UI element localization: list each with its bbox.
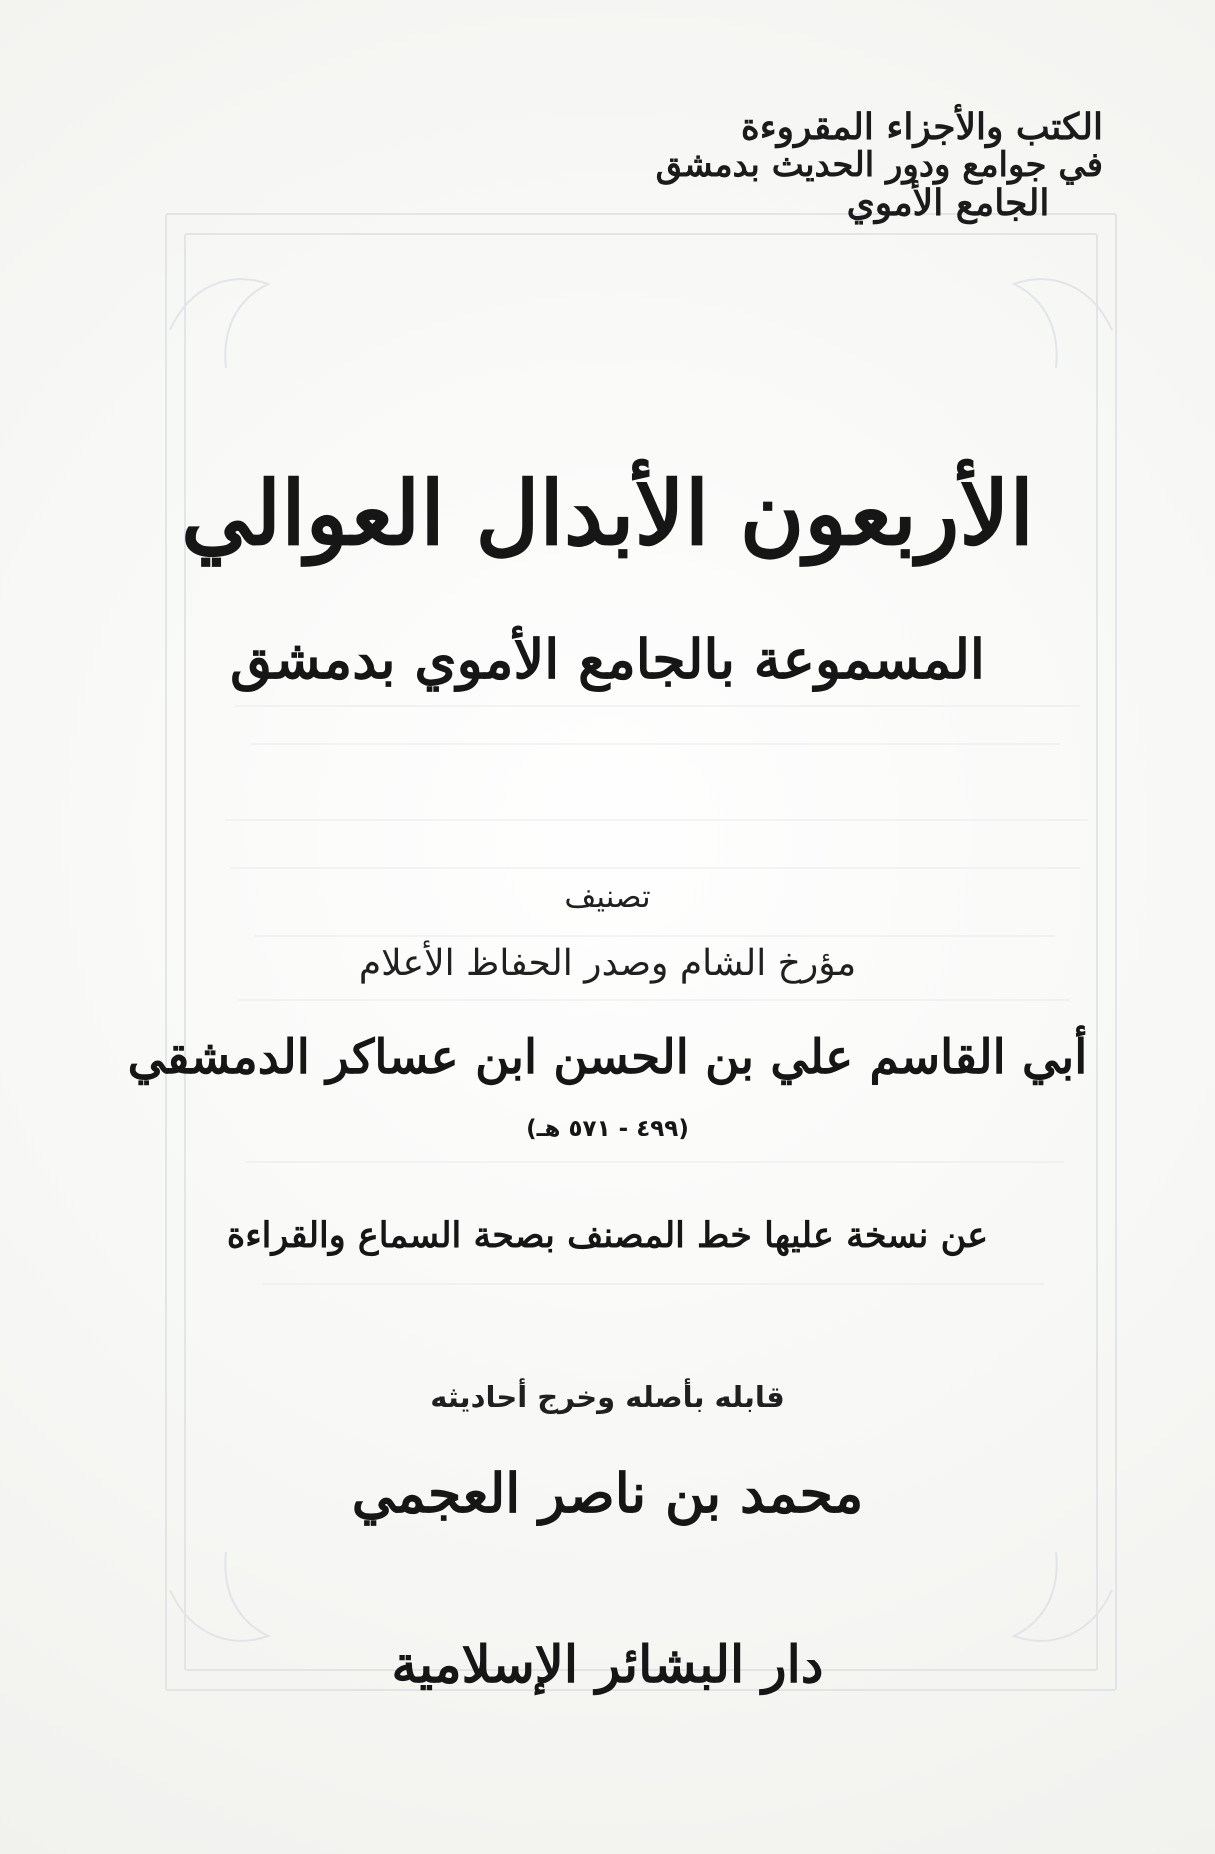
faint-corner-ornament [170, 279, 268, 368]
faint-corner-ornament [1014, 1552, 1112, 1641]
publisher-name: دار البشائر الإسلامية [391, 1635, 824, 1695]
manuscript-note: عن نسخة عليها خط المصنف بصحة السماع والقراءة [226, 1215, 989, 1256]
author-descriptor: مؤرخ الشام وصدر الحفاظ الأعلام [358, 943, 857, 984]
series-heading [655, 106, 1103, 224]
faint-corner-ornament [170, 1552, 268, 1641]
editor-note: قابله بأصله وخرج أحاديثه [430, 1380, 785, 1414]
series-line-1: الكتب والأجزاء المقروءة [740, 106, 1103, 148]
series-line-3: الجامع الأموي [846, 181, 1050, 224]
faint-corner-ornament [1014, 279, 1112, 368]
series-line-2: في جوامع ودور الحديث بدمشق [655, 144, 1103, 185]
authorship-label: تصنيف [564, 879, 651, 915]
book-subtitle: المسموعة بالجامع الأموي بدمشق [230, 627, 985, 691]
editor-name: محمد بن ناصر العجمي [351, 1461, 864, 1525]
author-dates: (٤٩٩ - ٥٧١ هـ) [526, 1116, 689, 1142]
book-title: الأربعون الأبدال العوالي [181, 460, 1034, 565]
author-name: أبي القاسم علي بن الحسن ابن عساكر الدمشقي [127, 1030, 1088, 1085]
